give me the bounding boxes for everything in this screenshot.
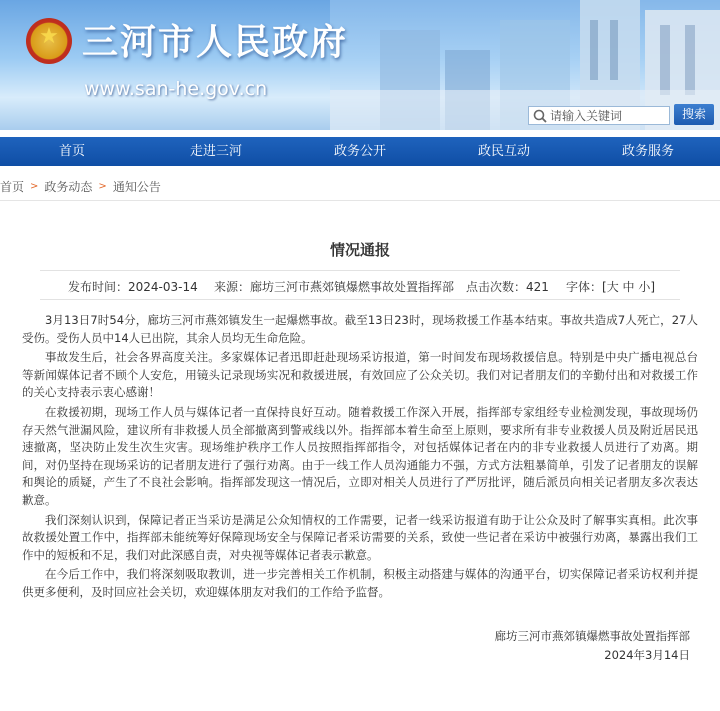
breadcrumb	[0, 178, 161, 195]
paragraph: 我们深刻认识到，保障记者正当采访是满足公众知情权的工作需要，记者一线采访报道有助于让公众及时了解事实真相。此次事故救援处置工作中，指挥部未能统筹好保障现场安全与保障记者采访需要的关系，致使一些记者在采访中被强行劝离，暴露出我们工作中的短板和不足，我们对此深感自责，对央视等媒体记者表示歉意。	[22, 512, 698, 562]
font-size-options[interactable]: [大 中 小]	[602, 280, 656, 294]
click-count	[466, 278, 549, 295]
publish-label: 发布时间：	[68, 280, 129, 294]
paragraph: 在今后工作中，我们将深刻吸取教训，进一步完善相关工作机制，积极主动搭建与媒体的沟通平台，切实保障记者采访权利并提供更多便利，及时回应社会关切，欢迎媒体朋友对我们的工作给予监督。	[22, 567, 698, 599]
article-title: 情况通报	[329, 241, 390, 259]
breadcrumb-home[interactable]: 首页	[0, 180, 25, 194]
click-count-value: 421	[526, 280, 549, 294]
source	[214, 278, 454, 295]
article-body	[22, 312, 698, 604]
source-label: 来源：	[214, 280, 251, 294]
divider	[0, 200, 720, 201]
source-value: 廊坊三河市燕郊镇爆燃事故处置指挥部	[250, 280, 455, 294]
nav-government-services[interactable]: 政务服务	[621, 144, 674, 159]
article-meta	[40, 270, 680, 300]
site-url: www.san-he.gov.cn	[84, 78, 268, 100]
paragraph: 在救援初期，现场工作人员与媒体记者一直保持良好互动。随着救援工作深入开展，指挥部专家组经专业检测发现，事故现场仍存天然气泄漏风险，建议所有非救援人员全部撤离到警戒线以外。指挥部本着生命至上原则，要求所有非专业救援人员及附近居民迅速撤离，坚决防止发生次生灾害。现场维护秩序工作人员按照指挥部指令，对包括媒体记者在内的非专业救援人员进行了劝离。期间，对仍坚持在现场采访的记者朋友进行了强行劝离。由于一线工作人员沟通能力不强，方式方法粗暴简单，引发了记者朋友的误解和舆论的质疑，产生了不良社会影响。指挥部发现这一情况后，立即对相关人员进行了严厉批评，随后派员向相关记者朋友多次表达歉意。	[22, 404, 698, 507]
nav-home[interactable]: 首页	[58, 144, 85, 159]
breadcrumb-separator-icon: >	[30, 181, 39, 192]
site-banner	[0, 0, 720, 130]
breadcrumb-separator-icon: >	[98, 181, 107, 192]
search-input[interactable]	[528, 106, 670, 125]
paragraph: 事故发生后，社会各界高度关注。多家媒体记者迅即赶赴现场采访报道，第一时间发布现场救援信息。特别是中央广播电视总台等新闻媒体记者不顾个人安危，用镜头记录现场实况和救援进展，有效回应了公众关切。我们对记者朋友们的辛勤付出和对救援工作的关心支持表示衷心感谢！	[22, 350, 698, 400]
font-size-label: 字体：	[566, 280, 603, 294]
signature-date: 2024年3月14日	[604, 648, 690, 662]
nav-about-sanhe[interactable]: 走进三河	[189, 144, 242, 159]
site-title: 三河市人民政府	[82, 22, 349, 63]
search-icon	[532, 108, 548, 124]
breadcrumb-news[interactable]: 政务动态	[44, 180, 93, 194]
national-emblem-icon: ★	[26, 18, 72, 64]
click-count-label: 点击次数：	[466, 280, 527, 294]
paragraph: 3月13日7时54分，廊坊三河市燕郊镇发生一起爆燃事故。截至13日23时，现场救援工作基本结束。事故共造成7人死亡，27人受伤。受伤人员中14人已出院，其余人员均无生命危险。	[22, 313, 698, 345]
main-nav	[0, 137, 720, 166]
font-size-control	[566, 278, 655, 295]
search-placeholder: 请输入关键词	[550, 109, 623, 123]
search-button[interactable]: 搜索	[674, 104, 714, 125]
nav-public-interaction[interactable]: 政民互动	[477, 144, 530, 159]
breadcrumb-notices[interactable]: 通知公告	[112, 180, 161, 194]
publish-date-value: 2024-03-14	[128, 280, 198, 294]
nav-government-affairs[interactable]: 政务公开	[333, 144, 386, 159]
publish-date	[68, 278, 198, 295]
signature-organization: 廊坊三河市燕郊镇爆燃事故处置指挥部	[494, 629, 690, 643]
article-signature	[495, 627, 691, 665]
